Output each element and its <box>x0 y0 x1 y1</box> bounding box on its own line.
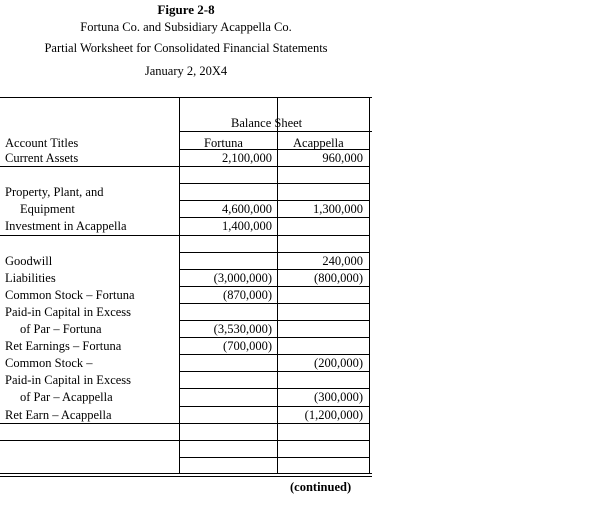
fortuna-value: (3,530,000) <box>213 322 272 336</box>
fortuna-value: 4,600,000 <box>222 202 272 217</box>
row-rule <box>179 252 370 253</box>
balance-sheet-header: Balance Sheet <box>231 116 303 130</box>
account-title: Property, Plant, and <box>5 185 104 200</box>
account-title: Current Assets <box>5 151 79 165</box>
acappella-value: (800,000) <box>314 270 363 285</box>
table-bottom-rule <box>0 473 372 477</box>
row-rule <box>179 457 370 458</box>
row-rule <box>179 371 370 372</box>
account-title: Paid-in Capital in Excess <box>5 373 132 388</box>
account-title: Ret Earn – Acappella <box>5 407 112 422</box>
acappella-value: 1,300,000 <box>313 202 363 217</box>
account-title: of Par – Acappella <box>20 390 113 405</box>
figure-label: Figure 2-8 <box>157 2 215 17</box>
acappella-value: (1,200,000) <box>304 407 363 422</box>
row-rule <box>179 269 370 270</box>
continued-label: (continued) <box>290 480 352 494</box>
account-title: Ret Earnings – Fortuna <box>5 339 122 354</box>
column-header-account: Account Titles <box>5 136 79 150</box>
account-title: Paid-in Capital in Excess <box>5 304 132 319</box>
row-rule <box>179 303 370 304</box>
account-title: Common Stock – <box>5 356 93 371</box>
column-header-fortuna: Fortuna <box>204 136 243 150</box>
column-header-acappella: Acappella <box>293 136 344 150</box>
row-rule <box>179 183 370 184</box>
title-companies: Fortuna Co. and Subsidiary Acappella Co. <box>80 20 292 34</box>
account-title: Liabilities <box>5 270 56 285</box>
acappella-value: (200,000) <box>314 356 363 371</box>
worksheet-table <box>0 97 372 474</box>
blank-row-rule <box>0 235 370 236</box>
row-rule <box>179 320 370 321</box>
fortuna-value: (700,000) <box>223 339 272 354</box>
blank-row-rule <box>0 166 370 167</box>
row-rule <box>179 337 370 338</box>
account-title: of Par – Fortuna <box>20 322 102 336</box>
row-rule <box>179 388 370 389</box>
fortuna-value: 1,400,000 <box>222 219 272 234</box>
account-title: Goodwill <box>5 253 53 268</box>
fortuna-value: (3,000,000) <box>213 270 272 285</box>
row-rule <box>179 286 370 287</box>
group-header-rule <box>179 131 372 132</box>
account-title: Equipment <box>20 202 75 217</box>
account-title: Common Stock – Fortuna <box>5 287 135 302</box>
row-rule <box>179 200 370 201</box>
acappella-value: 240,000 <box>322 253 363 268</box>
header-rule <box>179 149 370 150</box>
acappella-value: 960,000 <box>322 151 363 165</box>
title-worksheet: Partial Worksheet for Consolidated Financial Statements <box>44 41 328 55</box>
fortuna-value: (870,000) <box>223 287 272 302</box>
fortuna-value: 2,100,000 <box>222 151 272 165</box>
blank-row-rule <box>0 440 370 441</box>
title-date: January 2, 20X4 <box>144 64 228 78</box>
acappella-value: (300,000) <box>314 390 363 405</box>
row-rule <box>179 217 370 218</box>
blank-row-rule <box>0 423 370 424</box>
row-rule <box>179 406 370 407</box>
row-rule <box>179 354 370 355</box>
account-title: Investment in Acappella <box>5 219 127 234</box>
